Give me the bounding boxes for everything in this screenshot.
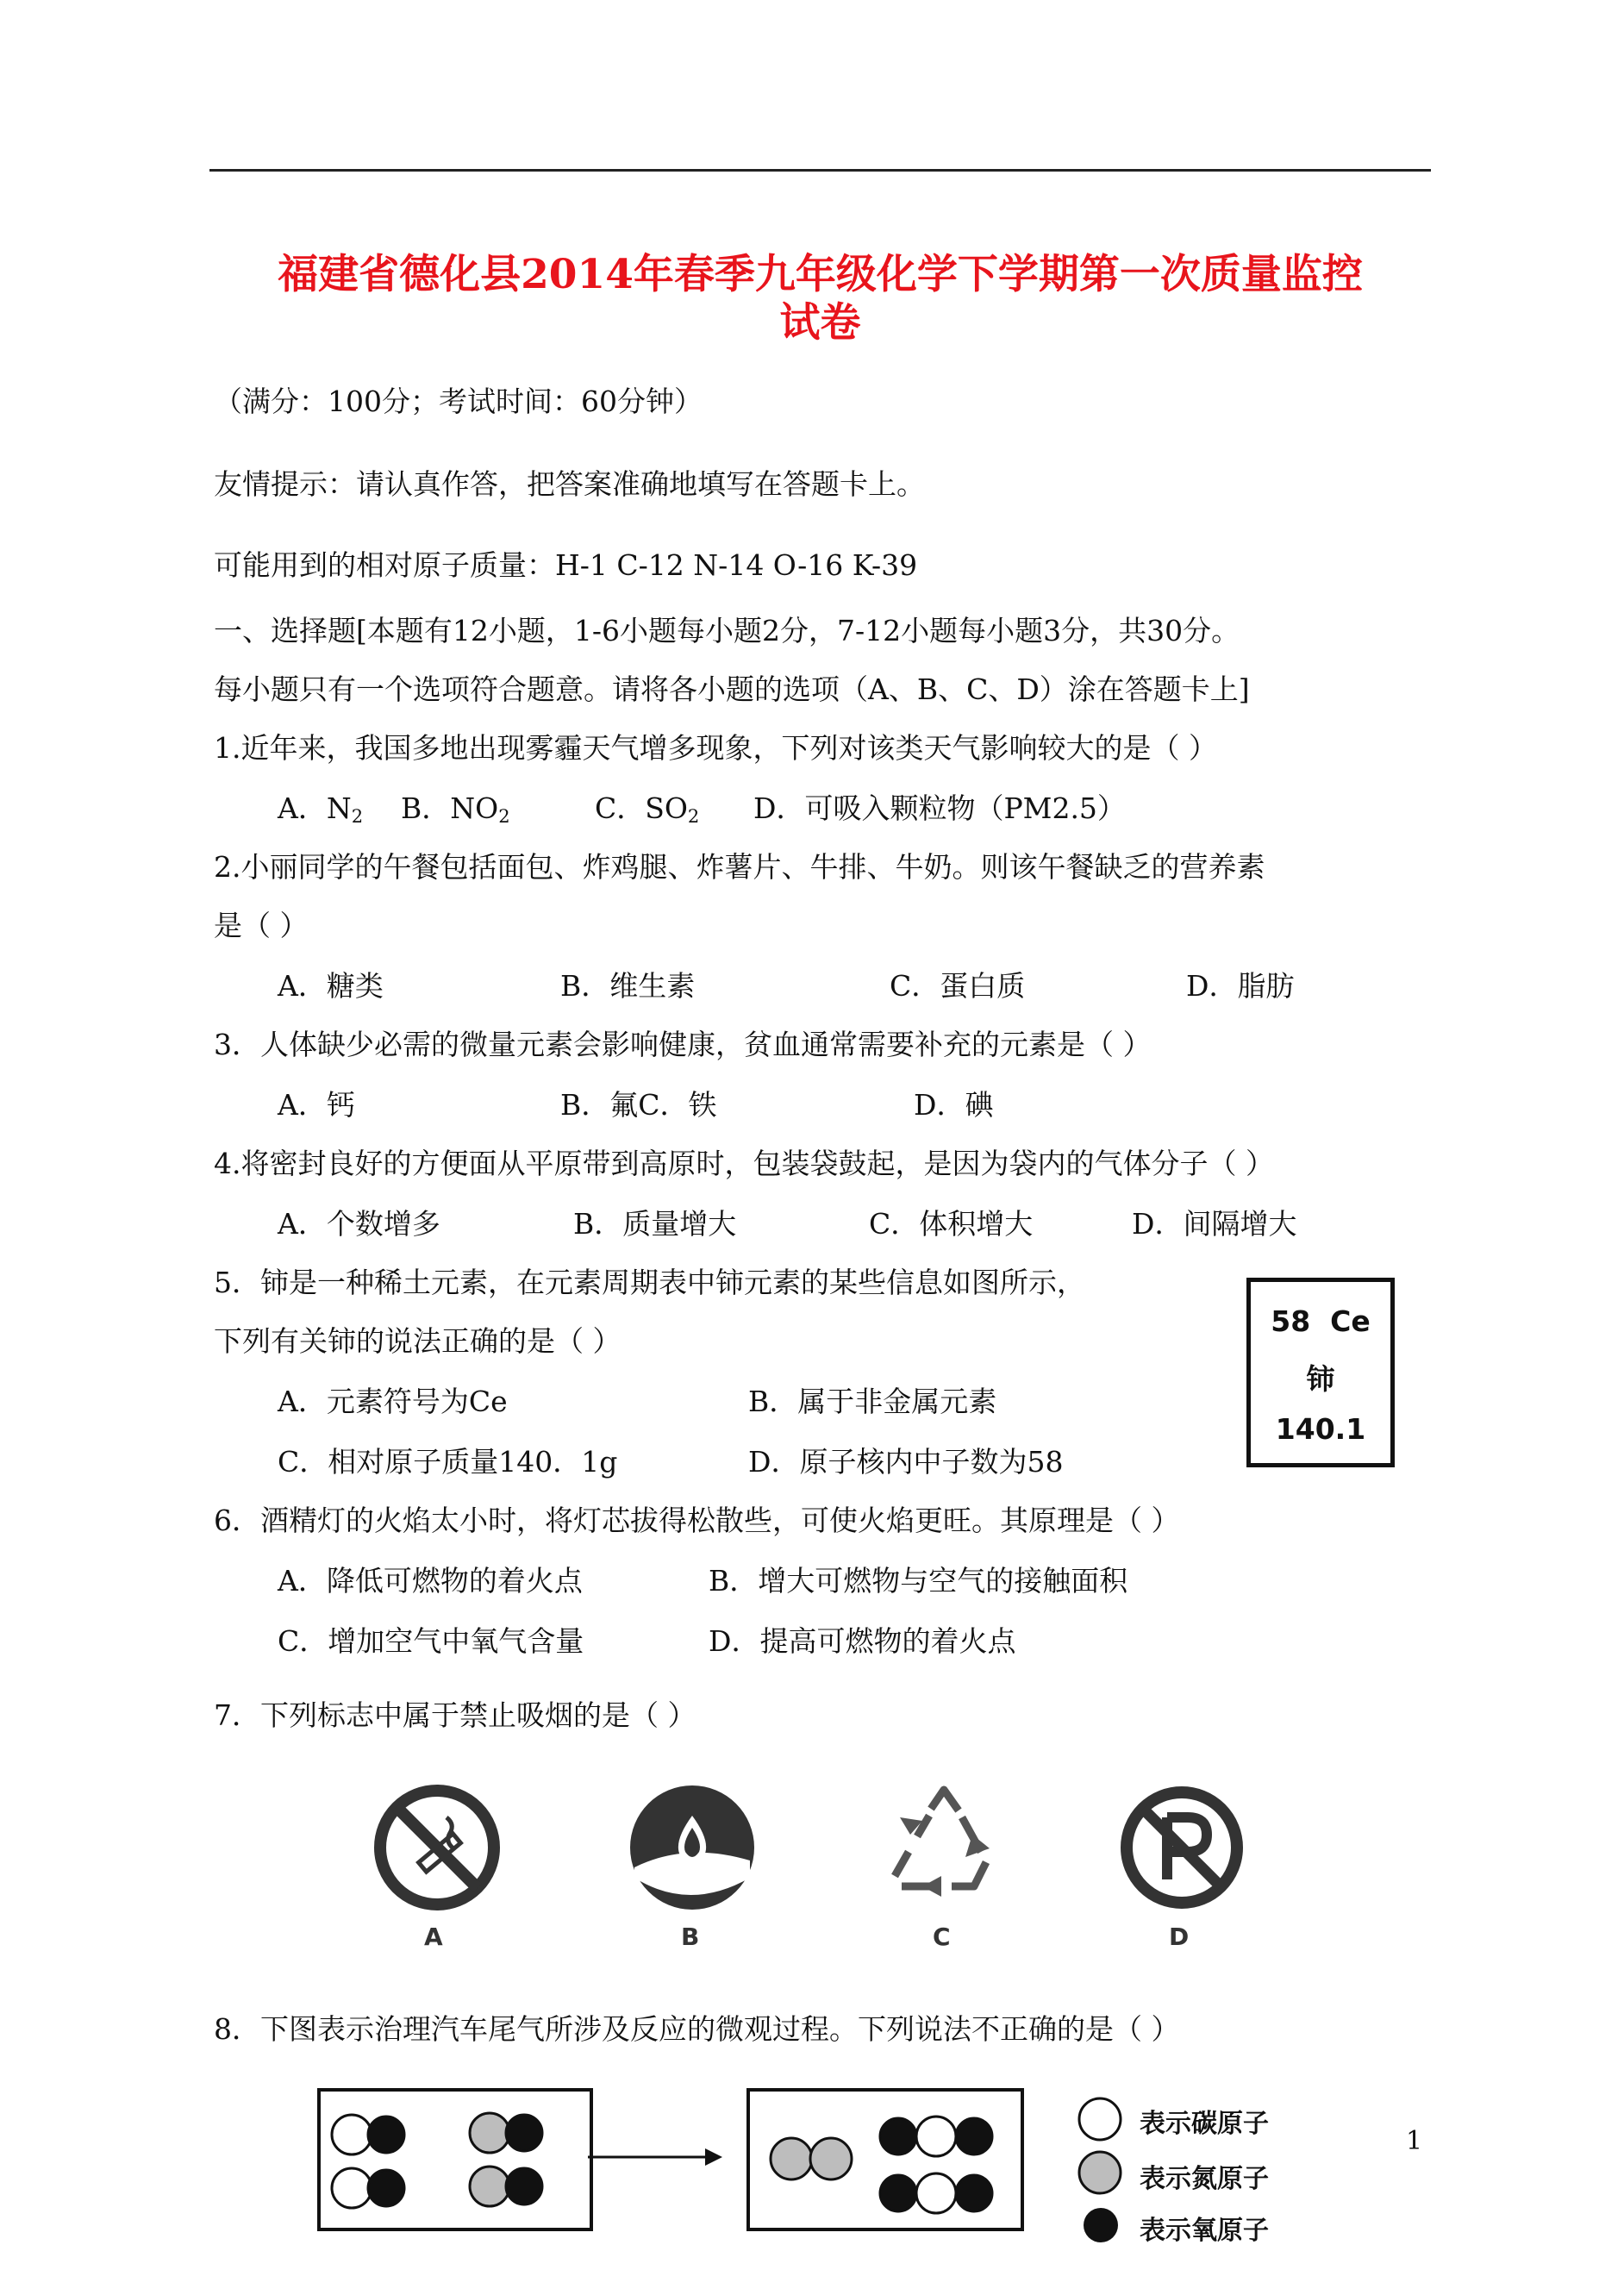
sign-label-d: D: [1169, 1923, 1190, 1951]
q2-stem-line1: 2.小丽同学的午餐包括面包、炸鸡腿、炸薯片、牛排、牛奶。则该午餐缺乏的营养素: [214, 850, 1265, 884]
q6-option-d: D．提高可燃物的着火点: [709, 1624, 1016, 1658]
legend-nitrogen: 表示氮原子: [1140, 2164, 1269, 2194]
header-rule: [209, 169, 1431, 172]
q1-stem: 1.近年来，我国多地出现雾霾天气增多现象，下列对该类天气影响较大的是（ ）: [214, 731, 1217, 765]
q2-option-b: B．维生素: [560, 969, 696, 1003]
no-parking-icon: [1117, 1783, 1246, 1912]
q2-option-d: D．脂肪: [1186, 969, 1295, 1003]
reactants-box: [317, 2088, 593, 2231]
q4-stem: 4.将密封良好的方便面从平原带到高原时，包装袋鼓起，是因为袋内的气体分子（ ）: [214, 1147, 1274, 1180]
q5-option-c: C．相对原子质量140．1g: [278, 1445, 618, 1479]
section1-intro-line1: 一、选择题[本题有12小题，1-6小题每小题2分，7-12小题每小题3分，共30分。: [214, 614, 1240, 647]
atomic-mass-line: 可能用到的相对原子质量：H-1 C-12 N-14 O-16 K-39: [214, 548, 918, 582]
no-smoking-icon: [372, 1783, 502, 1912]
q3-option-d: D．碘: [914, 1088, 994, 1122]
element-mass: 140.1: [1275, 1412, 1366, 1446]
sign-label-a: A: [424, 1923, 443, 1951]
reaction-arrow-icon: [588, 2140, 728, 2174]
q6-stem: 6．酒精灯的火焰太小时，将灯芯拔得松散些，可使火焰更旺。其原理是（ ）: [214, 1504, 1180, 1537]
q2-stem-line2: 是（ ）: [214, 909, 309, 942]
q3-option-a: A．钙: [278, 1088, 355, 1122]
cerium-element-card: [1246, 1278, 1395, 1467]
element-number-symbol: 58 Ce: [1271, 1304, 1371, 1338]
q5-option-b: B．属于非金属元素: [748, 1385, 997, 1418]
q2-option-c: C．蛋白质: [890, 969, 1026, 1003]
q1-option-b: B．$NO_2$: [401, 791, 510, 827]
water-saving-icon: [628, 1783, 757, 1912]
document-title-line2: 试卷: [779, 299, 861, 347]
legend-oxygen: 表示氧原子: [1140, 2216, 1269, 2246]
q4-option-d: D．间隔增大: [1132, 1207, 1297, 1241]
q4-option-a: A．个数增多: [278, 1207, 440, 1241]
q5-option-a: A．元素符号为Ce: [278, 1385, 508, 1418]
sign-label-c: C: [933, 1923, 951, 1951]
q4-option-c: C．体积增大: [869, 1207, 1034, 1241]
legend-carbon: 表示碳原子: [1140, 2109, 1269, 2139]
q2-option-a: A．糖类: [278, 969, 384, 1003]
q3-stem: 3．人体缺少必需的微量元素会影响健康，贫血通常需要补充的元素是（ ）: [214, 1028, 1152, 1061]
products-box: [746, 2088, 1024, 2231]
q6-option-c: C．增加空气中氧气含量: [278, 1624, 584, 1658]
carbon-atom-icon: [1076, 2095, 1124, 2143]
element-name: 铈: [1306, 1362, 1335, 1396]
q1-option-c: C．$SO_2$: [595, 791, 700, 827]
sign-label-b: B: [681, 1923, 700, 1951]
oxygen-atom-icon: [1079, 2204, 1122, 2247]
reactant-molecules: [321, 2092, 590, 2228]
friendly-tip: 友情提示：请认真作答，把答案准确地填写在答题卡上。: [214, 467, 925, 501]
q1-option-a: A．$N_2$: [278, 791, 364, 827]
q4-option-b: B．质量增大: [573, 1207, 737, 1241]
q1-option-d: D．可吸入颗粒物（PM2.5）: [753, 791, 1126, 825]
q8-stem: 8．下图表示治理汽车尾气所涉及反应的微观过程。下列说法不正确的是（ ）: [214, 2012, 1180, 2046]
q6-option-b: B．增大可燃物与空气的接触面积: [709, 1564, 1128, 1598]
product-molecules: [750, 2092, 1021, 2228]
score-time: （满分：100分；考试时间：60分钟）: [214, 385, 703, 418]
q7-stem: 7．下列标志中属于禁止吸烟的是（ ）: [214, 1698, 696, 1732]
q5-option-d: D．原子核内中子数为58: [748, 1445, 1064, 1479]
q5-stem-line2: 下列有关铈的说法正确的是（ ）: [214, 1324, 621, 1358]
q5-stem-line1: 5．铈是一种稀土元素，在元素周期表中铈元素的某些信息如图所示，: [214, 1266, 1085, 1299]
page-number: 1: [1406, 2126, 1423, 2156]
section1-intro-line2: 每小题只有一个选项符合题意。请将各小题的选项（A、B、C、D）涂在答题卡上]: [214, 672, 1250, 706]
document-title-line1: 福建省德化县2014年春季九年级化学下学期第一次质量监控: [278, 251, 1363, 298]
nitrogen-atom-icon: [1076, 2148, 1124, 2197]
recycle-icon: [879, 1783, 1009, 1912]
q3-option-bc: B．氟C．铁: [560, 1088, 717, 1122]
q6-option-a: A．降低可燃物的着火点: [278, 1564, 583, 1598]
